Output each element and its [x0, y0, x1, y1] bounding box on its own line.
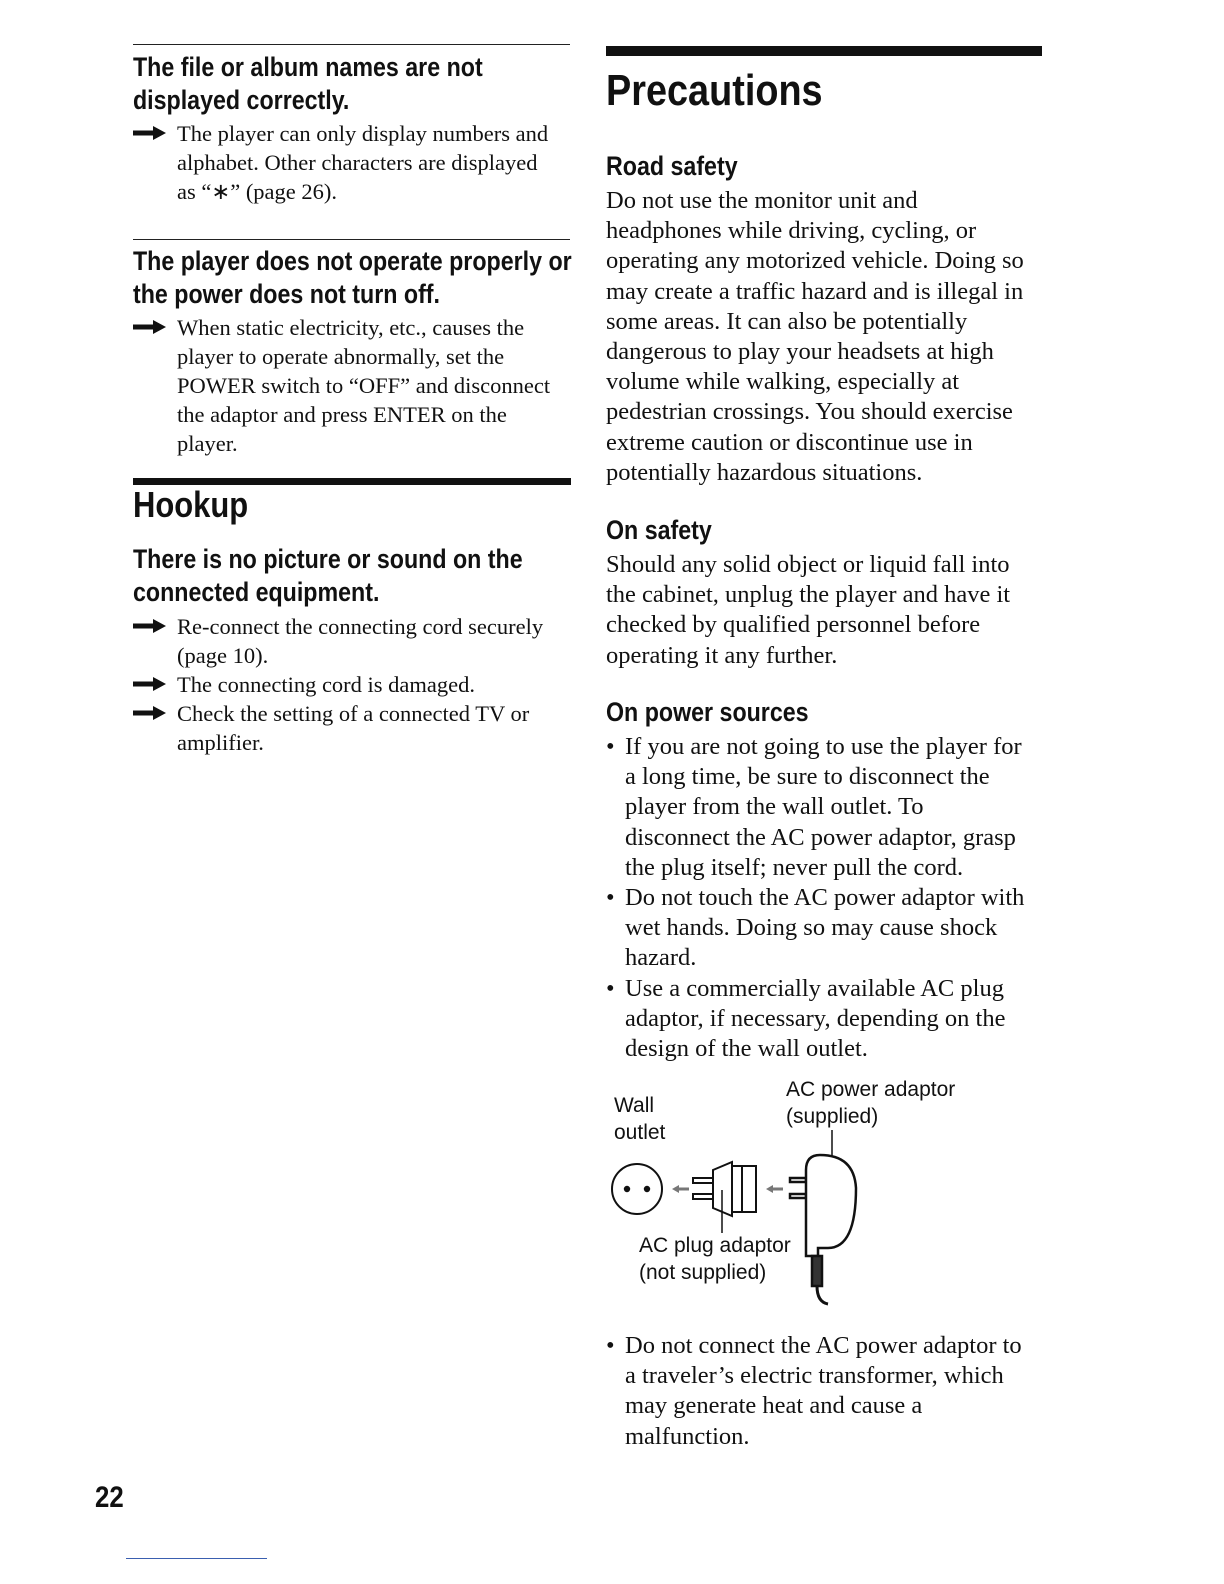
bullet-dot: •	[606, 733, 615, 760]
item-line: The connecting cord is damaged.	[177, 672, 476, 697]
text-line: may create a traffic hazard and is illegal in	[606, 277, 1024, 305]
item-line: Re-connect the connecting cord securely	[177, 614, 544, 639]
item-line: When static electricity, etc., causes the	[177, 315, 525, 340]
heading-line: displayed correctly.	[133, 85, 350, 115]
item-line: The player can only display numbers and	[177, 121, 549, 146]
text-line: a traveler’s electric transformer, which	[625, 1362, 1004, 1390]
right-arrow-icon	[133, 318, 167, 336]
label-line: (not supplied)	[639, 1261, 767, 1284]
text-line: disconnect the AC power adaptor, grasp	[625, 823, 1016, 851]
right-arrow-icon	[133, 704, 167, 722]
section-title-precautions: Precautions	[606, 66, 823, 115]
arrow-item	[133, 612, 570, 670]
troubleshoot-list-file-names	[133, 119, 570, 206]
text-line: Use a commercially available AC plug	[625, 974, 1004, 1002]
label-line: Wall	[614, 1094, 655, 1117]
on-safety-heading: On safety	[606, 515, 712, 545]
text-line: design of the wall outlet.	[625, 1035, 868, 1063]
power-connection-figure	[606, 1070, 1042, 1320]
label-line: AC plug adaptor	[639, 1234, 791, 1257]
heading-line: connected equipment.	[133, 577, 380, 607]
arrow-item	[133, 699, 570, 757]
text-line: operating any motorized vehicle. Doing so	[606, 247, 1024, 275]
power-sources-heading: On power sources	[606, 697, 809, 727]
insert-arrow-icon	[766, 1185, 783, 1193]
section-divider	[133, 44, 570, 45]
text-line: the plug itself; never pull the cord.	[625, 853, 964, 881]
text-line: If you are not going to use the player for	[625, 733, 1022, 760]
right-arrow-icon	[133, 675, 167, 693]
text-line: volume while walking, especially at	[606, 368, 960, 396]
arrow-item	[133, 313, 570, 458]
power-sources-list-continued	[606, 1331, 1042, 1452]
bullet-dot: •	[606, 1332, 615, 1359]
ac-power-adaptor-icon	[790, 1130, 856, 1304]
text-line: Should any solid object or liquid fall into	[606, 551, 1010, 578]
text-line: headphones while driving, cycling, or	[606, 217, 977, 245]
page-number: 22	[95, 1481, 124, 1514]
item-line: amplifier.	[177, 730, 264, 755]
text-line: wet hands. Doing so may cause shock	[625, 914, 998, 942]
item-line: POWER switch to “OFF” and disconnect	[177, 373, 551, 398]
arrow-item	[133, 119, 570, 206]
text-line: the cabinet, unplug the player and have it	[606, 581, 1011, 609]
text-line: adaptor, if necessary, depending on the	[625, 1004, 1006, 1032]
power-connection-diagram	[606, 1070, 1042, 1320]
road-safety-text	[606, 186, 1042, 488]
footer-rule	[126, 1558, 267, 1559]
item-line: as “∗” (page 26).	[177, 179, 338, 204]
text-line: hazard.	[625, 944, 697, 972]
text-line: Do not connect the AC power adaptor to	[625, 1332, 1022, 1359]
hookup-subheading	[133, 543, 523, 609]
arrow-item	[133, 670, 570, 699]
text-line: Do not touch the AC power adaptor with	[625, 884, 1025, 912]
item-line: (page 10).	[177, 643, 269, 668]
bullet-dot: •	[606, 974, 615, 1002]
label-line: AC power adaptor	[786, 1078, 956, 1101]
bullet-item	[606, 883, 1042, 974]
troubleshoot-heading-power	[133, 245, 572, 311]
section-divider	[133, 239, 570, 240]
label-line: (supplied)	[786, 1105, 879, 1128]
text-line: operating it any further.	[606, 641, 838, 669]
heading-line: The player does not operate properly or	[133, 246, 572, 276]
bullet-item	[606, 974, 1042, 1065]
troubleshoot-heading-file-names	[133, 51, 483, 117]
section-title-hookup: Hookup	[133, 484, 249, 525]
item-line: alphabet. Other characters are displayed	[177, 150, 538, 175]
text-line: extreme caution or discontinue use in	[606, 428, 973, 456]
insert-arrow-icon	[672, 1185, 689, 1193]
label-line: outlet	[614, 1121, 666, 1144]
text-line: some areas. It can also be potentially	[606, 307, 968, 335]
text-line: dangerous to play your headsets at high	[606, 338, 994, 366]
right-arrow-icon	[133, 617, 167, 635]
text-line: pedestrian crossings. You should exercise	[606, 398, 1013, 426]
text-line: potentially hazardous situations.	[606, 458, 923, 486]
text-line: checked by qualified personnel before	[606, 611, 981, 639]
text-line: Do not use the monitor unit and	[606, 187, 918, 214]
heading-line: The file or album names are not	[133, 52, 483, 82]
wall-outlet-icon	[612, 1164, 662, 1214]
hookup-list	[133, 612, 570, 757]
heading-line: the power does not turn off.	[133, 279, 441, 309]
right-arrow-icon	[133, 124, 167, 142]
power-sources-list	[606, 732, 1042, 1064]
item-line: player.	[177, 431, 238, 456]
text-line: malfunction.	[625, 1422, 750, 1450]
troubleshoot-list-power	[133, 313, 570, 458]
item-line: the adaptor and press ENTER on the	[177, 402, 507, 427]
heading-line: There is no picture or sound on the	[133, 544, 523, 574]
item-line: player to operate abnormally, set the	[177, 344, 505, 369]
text-line: may generate heat and cause a	[625, 1392, 923, 1420]
ac-plug-adaptor-icon	[693, 1162, 756, 1233]
on-safety-text	[606, 550, 1042, 671]
bullet-item	[606, 732, 1042, 883]
text-line: player from the wall outlet. To	[625, 793, 924, 821]
text-line: a long time, be sure to disconnect the	[625, 763, 990, 791]
bullet-item	[606, 1331, 1042, 1452]
item-line: Check the setting of a connected TV or	[177, 701, 530, 726]
road-safety-heading: Road safety	[606, 151, 738, 181]
section-rule	[606, 46, 1042, 56]
bullet-dot: •	[606, 884, 615, 912]
